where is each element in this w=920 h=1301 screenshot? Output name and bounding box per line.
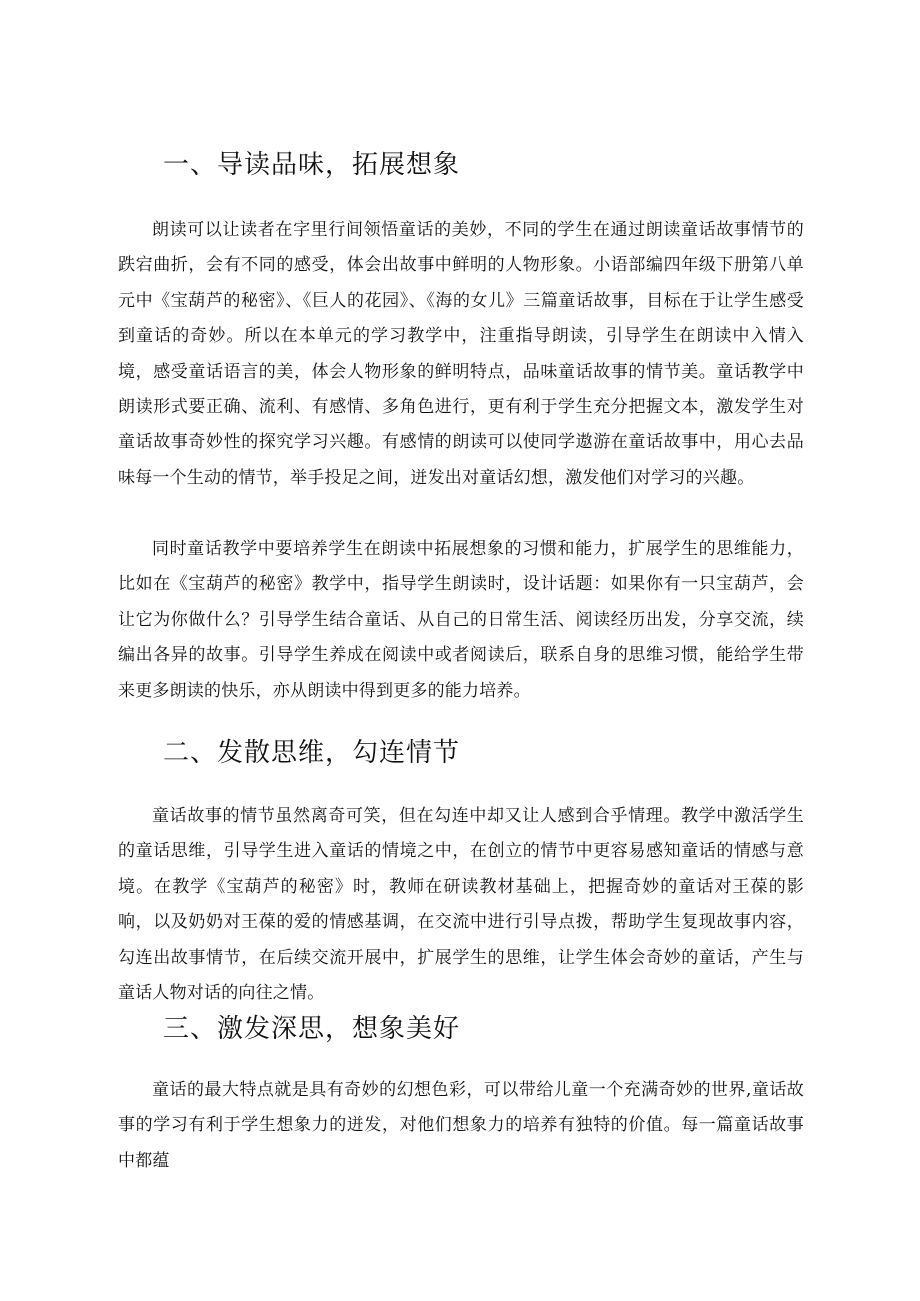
- section-2-paragraph-1: 童话故事的情节虽然离奇可笑，但在勾连中却又让人感到合乎情理。教学中激活学生的童话思维，引导学生进入童话的情境之中，在创立的情节中更容易感知童话的情感与意境。在教学《宝葫芦的秘密》时，教师在研读教材基础上，把握奇妙的童话对王葆的影响，以及奶奶对王葆的爱的情感基调，在交流中进行引导点拨，帮助学生复现故事内容，勾连出故事情节，在后续交流开展中，扩展学生的思维，让学生体会奇妙的童话，产生与童话人物对话的向往之情。: [118, 806, 804, 1004]
- section-3-paragraph-1: 童话的最大特点就是具有奇妙的幻想色彩，可以带给儿童一个充满奇妙的世界,童话故事的学习有利于学生想象力的迸发，对他们想象力的培养有独特的价值。每一篇童话故事中都蕴: [118, 1080, 804, 1171]
- section-heading-3: 三、激发深思，想象美好: [163, 1014, 461, 1044]
- section-1-paragraph-1: 朗读可以让读者在字里行间领悟童话的美妙，不同的学生在通过朗读童话故事情节的跌宕曲折，会有不同的感受，体会出故事中鲜明的人物形象。小语部编四年级下册第八单元中《宝葫芦的秘密》、《巨人的花园》、《海的女儿》三篇童话故事，目标在于让学生感受到童话的奇妙。所以在本单元的学习教学中，注重指导朗读，引导学生在朗读中入情入境，感受童话语言的美，体会人物形象的鲜明特点，品味童话故事的情节美。童话教学中朗读形式要正确、流利、有感情、多角色进行，更有利于学生充分把握文本，激发学生对童话故事奇妙性的探究学习兴趣。有感情的朗读可以使同学遨游在童话故事中，用心去品味每一个生动的情节，举手投足之间，迸发出对童话幻想，激发他们对学习的兴趣。: [118, 220, 804, 488]
- section-1-paragraph-2: 同时童话教学中要培养学生在朗读中拓展想象的习惯和能力，扩展学生的思维能力，比如在《宝葫芦的秘密》教学中，指导学生朗读时，设计话题：如果你有一只宝葫芦，会让它为你做什么？引导学生结合童话、从自己的日常生活、阅读经历出发，分享交流，续编出各异的故事。引导学生养成在阅读中或者阅读后，联系自身的思维习惯，能给学生带来更多朗读的快乐，亦从朗读中得到更多的能力培养。: [118, 539, 804, 701]
- section-heading-2: 二、发散思维，勾连情节: [163, 738, 461, 768]
- section-heading-1: 一、导读品味，拓展想象: [163, 150, 461, 180]
